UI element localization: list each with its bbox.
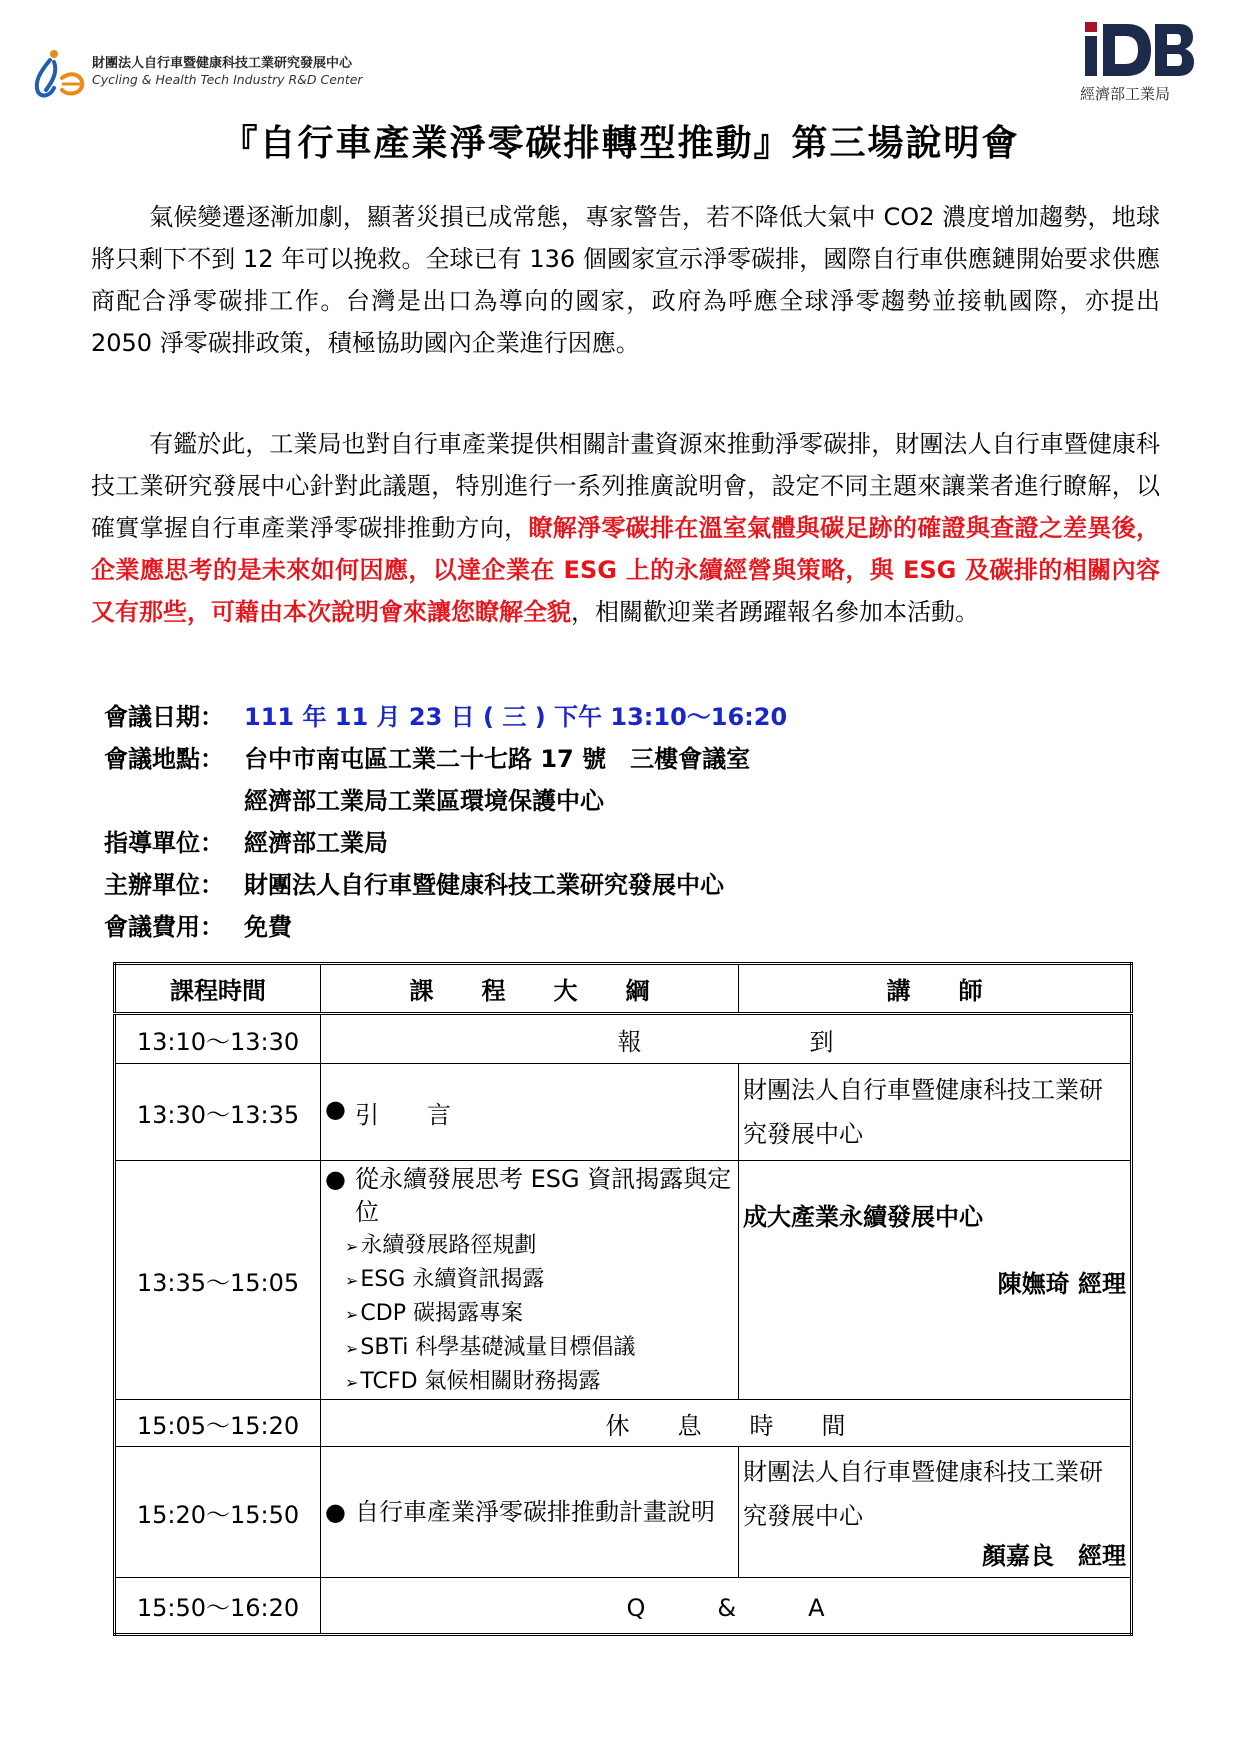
host-label: 主辦單位： bbox=[104, 871, 224, 899]
meeting-venue-line2 bbox=[104, 781, 604, 816]
row-time: 15:50～16:20 bbox=[115, 1578, 321, 1635]
guide-label: 指導單位： bbox=[104, 829, 224, 857]
header-time: 課程時間 bbox=[115, 964, 321, 1014]
paragraph-1-text: 氣候變遷逐漸加劇，顯著災損已成常態，專家警告，若不降低大氣中 CO2 濃度增加趨勢，地球將只剩下不到 12 年可以挽救。全球已有 136 個國家宣示淨零碳排，國際自行車供應鏈開始要求供應商配合淨零碳排工作。台灣是出口為導向的國家，政府為呼應全球淨零趨勢並接軌國際，亦提出 2050 淨零碳排政策，積極協助國內企業進行因應。 bbox=[91, 203, 1160, 357]
sub-item: ➢永續發展路徑規劃 bbox=[345, 1233, 537, 1258]
paragraph-2-text: 有鑑於此，工業局也對自行車產業提供相關計畫資源來推動淨零碳排，財團法人自行車暨健康科技工業研究發展中心針對此議題，特別進行一系列推廣說明會，設定不同主題來讓業者進行瞭解，以確實掌握自行車產業淨零碳排推動方向， bbox=[91, 430, 1160, 542]
guiding-unit bbox=[104, 823, 388, 858]
table-row bbox=[115, 1400, 1132, 1447]
chc-logo bbox=[32, 48, 362, 100]
row-speaker bbox=[739, 1161, 1132, 1400]
table-row bbox=[115, 1014, 1132, 1064]
meeting-date bbox=[104, 697, 787, 732]
row-speaker bbox=[739, 1447, 1132, 1578]
row-topic bbox=[321, 1064, 739, 1161]
guide-value: 經濟部工業局 bbox=[244, 829, 388, 857]
paragraph-2-tail: ，相關歡迎業者踴躍報名參加本活動。 bbox=[571, 598, 979, 626]
row-registration: 報 到 bbox=[321, 1014, 1132, 1064]
table-row bbox=[115, 1161, 1132, 1400]
header-outline: 課 程 大 綱 bbox=[321, 964, 739, 1014]
host-value: 財團法人自行車暨健康科技工業研究發展中心 bbox=[244, 871, 724, 899]
sub-item: ➢SBTi 科學基礎減量目標倡議 bbox=[345, 1335, 636, 1360]
topic-text: 引 言 bbox=[355, 1100, 451, 1129]
page-header bbox=[0, 0, 1241, 110]
sub-item: ➢TCFD 氣候相關財務揭露 bbox=[345, 1369, 601, 1394]
page-title: 『自行車產業淨零碳排轉型推動』第三場說明會 bbox=[221, 123, 1020, 164]
speaker-name: 顏嘉良 經理 bbox=[982, 1542, 1126, 1570]
row-topic bbox=[321, 1447, 739, 1578]
row-topic bbox=[321, 1161, 739, 1400]
row-break: 休 息 時 間 bbox=[321, 1400, 1132, 1447]
row-qa: Q & A bbox=[321, 1578, 1132, 1635]
date-value: 111 年 11 月 23 日 ( 三 ) 下午 13:10～16:20 bbox=[244, 703, 788, 731]
row-time: 15:20～15:50 bbox=[115, 1447, 321, 1578]
meeting-fee bbox=[104, 907, 292, 942]
speaker-name: 陳嫵琦 經理 bbox=[997, 1270, 1126, 1298]
arrow-icon: ➢ bbox=[345, 1271, 359, 1290]
arrow-icon: ➢ bbox=[345, 1305, 359, 1324]
arrow-icon: ➢ bbox=[345, 1339, 359, 1358]
row-time: 13:35～15:05 bbox=[115, 1161, 321, 1400]
venue-value: 台中市南屯區工業二十七路 17 號 三樓會議室 bbox=[244, 745, 751, 773]
arrow-icon: ➢ bbox=[345, 1237, 359, 1256]
row-speaker bbox=[739, 1064, 1132, 1161]
speaker-org: 財團法人自行車暨健康科技工業研究發展中心 bbox=[743, 1458, 1103, 1530]
meeting-venue bbox=[104, 739, 750, 774]
sub-item: ➢ESG 永續資訊揭露 bbox=[345, 1267, 545, 1292]
row-time: 15:05～15:20 bbox=[115, 1400, 321, 1447]
header-speaker: 講 師 bbox=[739, 964, 1132, 1014]
org-name-en: Cycling & Health Tech Industry R&D Center bbox=[92, 72, 363, 87]
bullet-icon: ● bbox=[325, 1094, 346, 1123]
cyclist-logo-icon bbox=[32, 48, 88, 100]
idb-logo bbox=[1075, 20, 1205, 105]
venue-value-2: 經濟部工業局工業區環境保護中心 bbox=[244, 787, 604, 815]
fee-label: 會議費用： bbox=[104, 913, 224, 941]
bullet-icon: ● bbox=[325, 1497, 346, 1526]
row-time: 13:10～13:30 bbox=[115, 1014, 321, 1064]
table-row bbox=[115, 1064, 1132, 1161]
sub-item: ➢CDP 碳揭露專案 bbox=[345, 1301, 523, 1326]
venue-label: 會議地點： bbox=[104, 745, 224, 773]
paragraph-2-highlight: 瞭解淨零碳排在溫室氣體與碳足跡的確證與查證之差異後，企業應思考的是未來如何因應，以達企業在 ESG 上的永續經營與策略，與 ESG 及碳排的相關內容又有那些，可藉由本次說明會來讓您瞭解全貌 bbox=[91, 514, 1161, 626]
org-name-zh: 財團法人自行車暨健康科技工業研究發展中心 bbox=[92, 56, 353, 71]
speaker-org: 成大產業永續發展中心 bbox=[743, 1203, 983, 1231]
schedule-table bbox=[113, 962, 1133, 1636]
table-row bbox=[115, 1578, 1132, 1635]
bullet-icon: ● bbox=[325, 1165, 346, 1193]
intro-paragraph-2 bbox=[91, 423, 1160, 633]
topic-text: 自行車產業淨零碳排推動計畫說明 bbox=[355, 1497, 715, 1526]
speaker-org: 財團法人自行車暨健康科技工業研究發展中心 bbox=[743, 1076, 1103, 1148]
table-row bbox=[115, 1447, 1132, 1578]
idb-mark-icon bbox=[1085, 20, 1195, 78]
date-label: 會議日期： bbox=[104, 703, 224, 731]
table-header-row bbox=[115, 964, 1132, 1014]
arrow-icon: ➢ bbox=[345, 1373, 359, 1392]
host-unit bbox=[104, 865, 724, 900]
bureau-name: 經濟部工業局 bbox=[1080, 85, 1171, 103]
intro-paragraph-1 bbox=[91, 196, 1160, 364]
fee-value: 免費 bbox=[244, 913, 292, 941]
topic-text: 從永續發展思考 ESG 資訊揭露與定位 bbox=[355, 1165, 732, 1226]
row-time: 13:30～13:35 bbox=[115, 1064, 321, 1161]
